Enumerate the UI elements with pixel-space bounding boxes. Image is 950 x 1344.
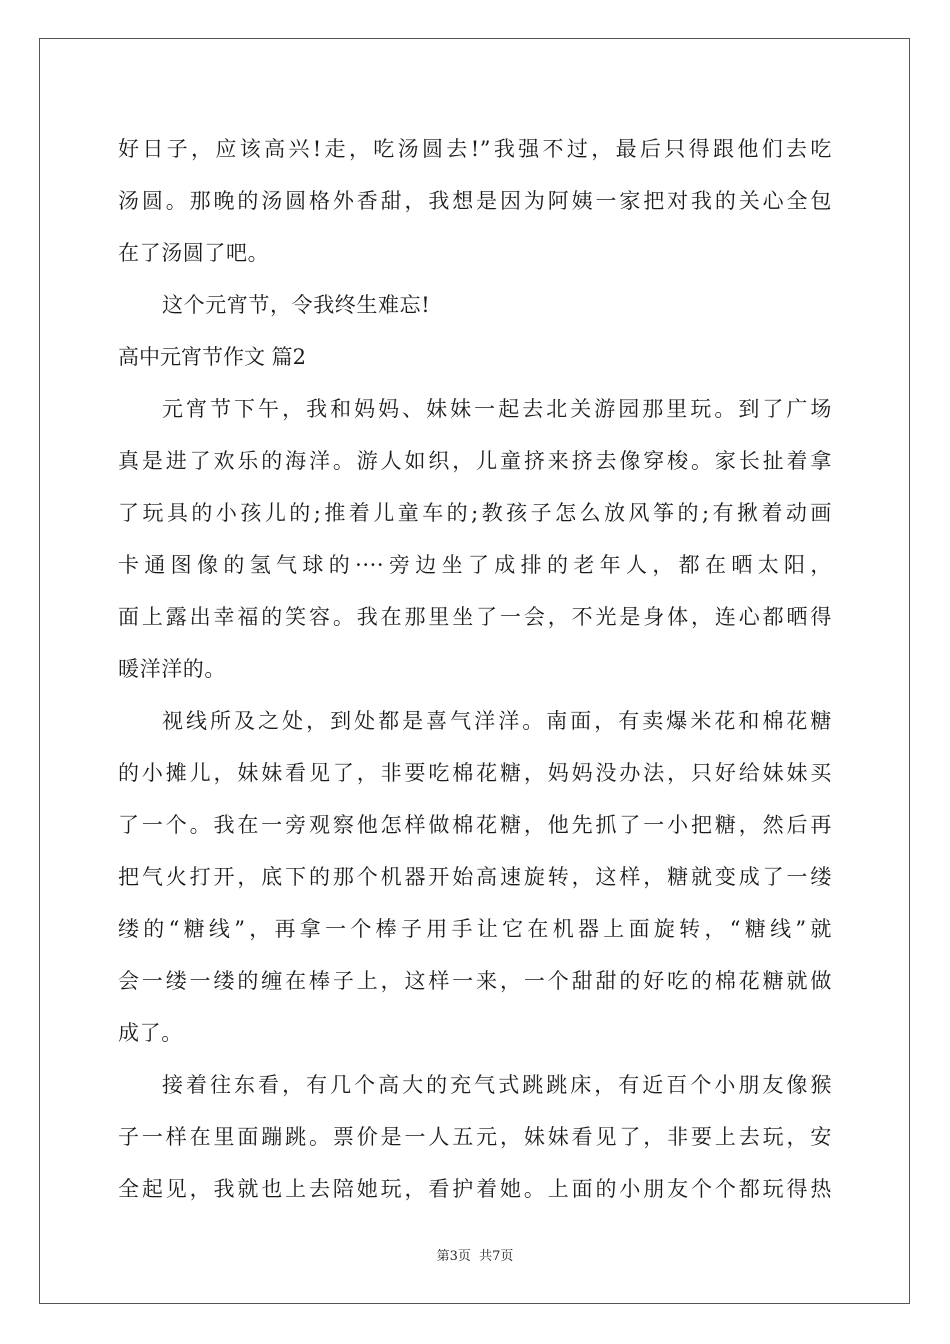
total-pages: 共7页: [479, 1249, 514, 1264]
text-line: 在了汤圆了吧。: [118, 241, 270, 265]
text-line: 了玩具的小孩儿的;推着儿童车的;教孩子怎么放风筝的;有揪着动画: [118, 501, 832, 525]
text-line: 真是进了欢乐的海洋。游人如织，儿童挤来挤去像穿梭。家长扯着拿: [118, 449, 832, 473]
text-line: 视线所及之处，到处都是喜气洋洋。南面，有卖爆米花和棉花糖: [162, 709, 832, 733]
text-line: 全起见，我就也上去陪她玩，看护着她。上面的小朋友个个都玩得热: [118, 1177, 832, 1201]
text-line: 暖洋洋的。: [118, 657, 226, 681]
text-line: 好日子，应该高兴!走，吃汤圆去!”我强不过，最后只得跟他们去吃: [118, 137, 832, 161]
text-line: 这个元宵节，令我终生难忘!: [162, 293, 431, 317]
text-line: 子一样在里面蹦跳。票价是一人五元，妹妹看见了，非要上去玩，安: [118, 1125, 832, 1149]
text-line: 的小摊儿，妹妹看见了，非要吃棉花糖，妈妈没办法，只好给妹妹买: [118, 761, 832, 785]
text-line: 会一缕一缕的缠在棒子上，这样一来，一个甜甜的好吃的棉花糖就做: [118, 969, 832, 993]
text-line: 接着往东看，有几个高大的充气式跳跳床，有近百个小朋友像猴: [162, 1073, 832, 1097]
text-line: 了一个。我在一旁观察他怎样做棉花糖，他先抓了一小把糖，然后再: [118, 813, 832, 837]
text-line: 汤圆。那晚的汤圆格外香甜，我想是因为阿姨一家把对我的关心全包: [118, 189, 832, 213]
document-body: [118, 123, 832, 1215]
text-line: 元宵节下午，我和妈妈、妹妹一起去北关游园那里玩。到了广场: [162, 397, 832, 421]
page-footer: [0, 1245, 950, 1264]
text-line: 缕的“糖线”，再拿一个棒子用手让它在机器上面旋转，“糖线”就: [118, 917, 832, 941]
text-line: 面上露出幸福的笑容。我在那里坐了一会，不光是身体，连心都晒得: [118, 605, 832, 629]
text-line: 卡通图像的氢气球的····旁边坐了成排的老年人，都在晒太阳，: [118, 553, 832, 577]
text-line: 把气火打开，底下的那个机器开始高速旋转，这样，糖就变成了一缕: [118, 865, 832, 889]
page-number: 第3页: [436, 1249, 471, 1264]
section-heading: 高中元宵节作文 篇2: [118, 345, 307, 369]
text-line: 成了。: [118, 1021, 183, 1045]
